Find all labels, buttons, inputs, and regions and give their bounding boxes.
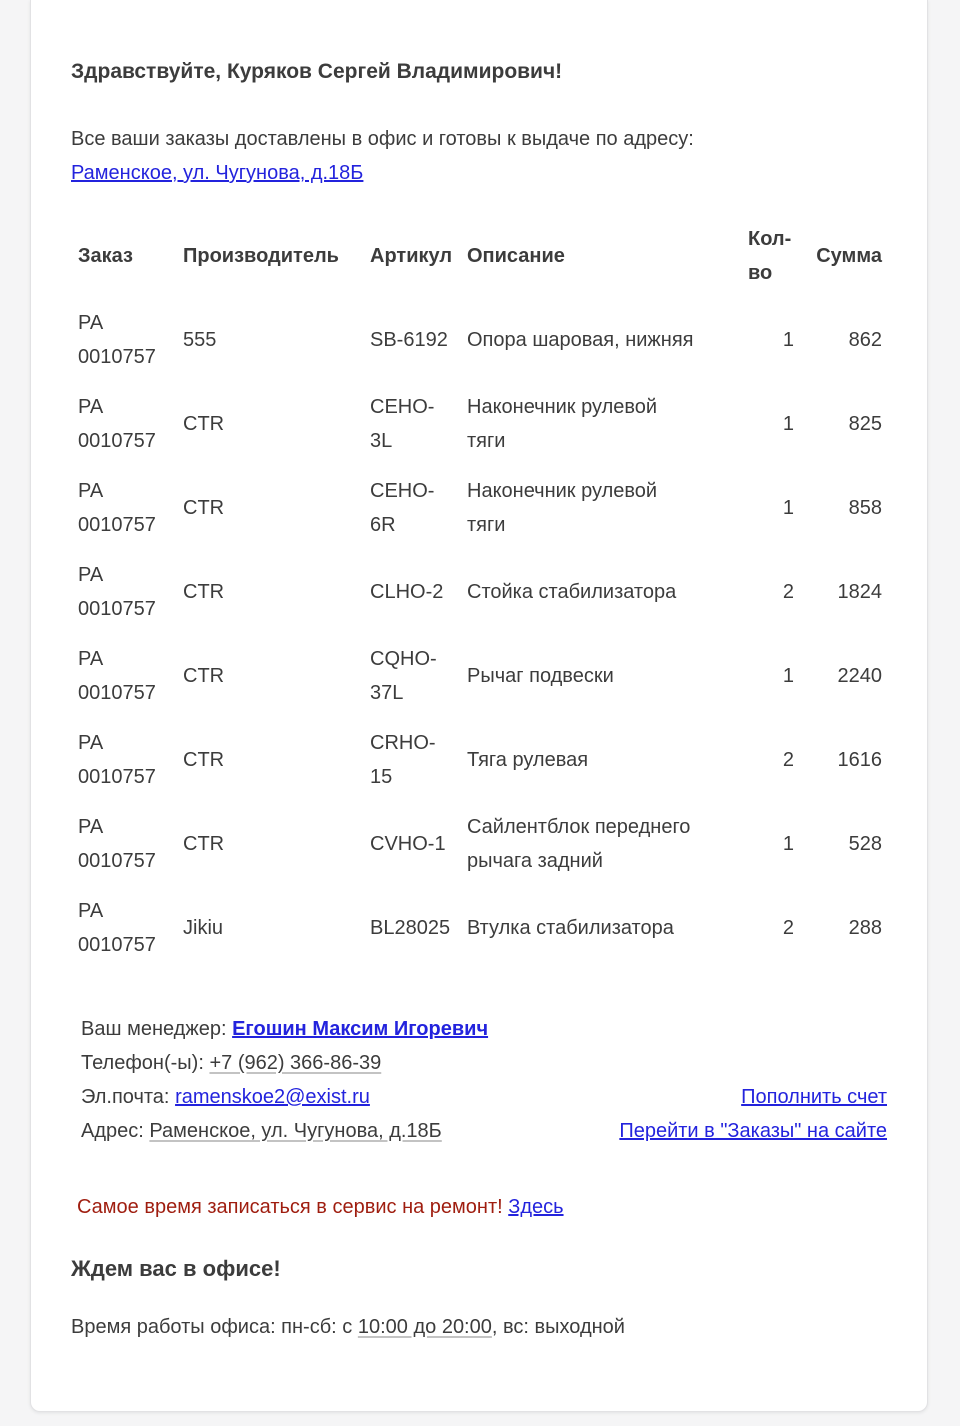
cell-order: PA 0010757 xyxy=(78,900,156,956)
office-hours-time-link[interactable]: 10:00 до 20:00 xyxy=(357,1316,492,1338)
office-hours-prefix: Время работы офиса: пн-сб: с xyxy=(71,1316,358,1338)
manager-info-block xyxy=(81,1012,887,1148)
cell-sum: 288 xyxy=(848,917,882,939)
manager-name-link[interactable]: Егошин Максим Игоревич xyxy=(232,1018,489,1040)
cell-qty: 1 xyxy=(782,329,794,351)
cell-description: Втулка стабилизатора xyxy=(467,917,674,939)
cell-sum: 2240 xyxy=(837,665,882,687)
topup-balance-link[interactable]: Пополнить счет xyxy=(741,1086,887,1108)
manager-email-link[interactable]: ramenskoe2@exist.ru xyxy=(175,1086,370,1108)
cell-manufacturer: Jikiu xyxy=(183,917,224,939)
cell-qty: 1 xyxy=(782,833,794,855)
table-row xyxy=(78,718,882,802)
table-row xyxy=(78,298,882,382)
cell-sum: 825 xyxy=(848,413,882,435)
cell-manufacturer: CTR xyxy=(183,749,225,771)
cell-description: Сайлентблок переднего рычага задний xyxy=(467,816,691,872)
office-address-link[interactable]: Раменское, ул. Чугунова, д.18Б xyxy=(149,1120,442,1142)
cell-description: Тяга рулевая xyxy=(467,749,589,771)
table-row xyxy=(78,886,882,970)
cell-manufacturer: 555 xyxy=(183,329,217,351)
column-header-description: Описание xyxy=(467,245,565,267)
table-row xyxy=(78,550,882,634)
cell-article: CEHO-3L xyxy=(370,396,435,452)
cell-manufacturer: CTR xyxy=(183,665,225,687)
office-hours-line xyxy=(71,1310,887,1344)
greeting-text: Здравствуйте, Куряков Сергей Владимирович! xyxy=(71,60,563,83)
column-header-qty: Кол-во xyxy=(748,228,792,284)
cell-manufacturer: CTR xyxy=(183,413,225,435)
cell-article: BL28025 xyxy=(370,917,451,939)
office-hours-suffix: , вс: выходной xyxy=(491,1316,625,1338)
cell-sum: 1616 xyxy=(837,749,882,771)
cell-sum: 1824 xyxy=(837,581,882,603)
go-to-orders-link[interactable]: Перейти в "Заказы" на сайте xyxy=(619,1120,887,1142)
phone-label: Телефон(-ы): xyxy=(81,1052,204,1074)
cell-article: CVHO-1 xyxy=(370,833,446,855)
closing-text: Ждем вас в офисе! xyxy=(71,1256,281,1281)
cell-order: PA 0010757 xyxy=(78,732,156,788)
table-row xyxy=(78,634,882,718)
cell-article: CLHO-2 xyxy=(370,581,444,603)
cell-manufacturer: CTR xyxy=(183,581,225,603)
service-signup-link[interactable]: Здесь xyxy=(508,1196,564,1218)
column-header-sum: Сумма xyxy=(816,245,882,267)
cell-description: Наконечник рулевой тяги xyxy=(467,480,658,536)
email-line xyxy=(81,1080,887,1114)
manager-line xyxy=(81,1012,887,1046)
cell-description: Стойка стабилизатора xyxy=(467,581,677,603)
address-line xyxy=(81,1114,887,1148)
cell-order: PA 0010757 xyxy=(78,312,156,368)
cell-article: CQHO-37L xyxy=(370,648,437,704)
intro-text: Все ваши заказы доставлены в офис и готовы к выдаче по адресу: xyxy=(71,128,694,150)
cell-order: PA 0010757 xyxy=(78,816,156,872)
service-promo-line xyxy=(77,1190,887,1224)
service-promo-text: Самое время записаться в сервис на ремонт! xyxy=(77,1196,503,1218)
cell-description: Наконечник рулевой тяги xyxy=(467,396,658,452)
phone-number-link[interactable]: +7 (962) 366-86-39 xyxy=(209,1052,382,1074)
phone-line xyxy=(81,1046,887,1080)
cell-sum: 528 xyxy=(848,833,882,855)
cell-article: CEHO-6R xyxy=(370,480,435,536)
cell-order: PA 0010757 xyxy=(78,648,156,704)
table-header-row xyxy=(78,222,882,298)
cell-qty: 2 xyxy=(782,749,794,771)
cell-manufacturer: CTR xyxy=(183,497,225,519)
cell-manufacturer: CTR xyxy=(183,833,225,855)
cell-qty: 1 xyxy=(782,413,794,435)
cell-qty: 1 xyxy=(782,665,794,687)
cell-order: PA 0010757 xyxy=(78,396,156,452)
cell-sum: 858 xyxy=(848,497,882,519)
column-header-order: Заказ xyxy=(78,245,133,267)
cell-description: Рычаг подвески xyxy=(467,665,614,687)
address-label: Адрес: xyxy=(81,1120,144,1142)
cell-order: PA 0010757 xyxy=(78,480,156,536)
cell-qty: 2 xyxy=(782,581,794,603)
cell-article: SB-6192 xyxy=(370,329,448,351)
cell-qty: 2 xyxy=(782,917,794,939)
cell-order: PA 0010757 xyxy=(78,564,156,620)
manager-label: Ваш менеджер: xyxy=(81,1018,227,1040)
orders-table xyxy=(78,222,882,970)
cell-description: Опора шаровая, нижняя xyxy=(467,329,694,351)
table-row xyxy=(78,382,882,466)
cell-article: CRHO-15 xyxy=(370,732,436,788)
email-body-card xyxy=(30,0,928,1412)
email-label: Эл.почта: xyxy=(81,1086,170,1108)
cell-sum: 862 xyxy=(848,329,882,351)
table-row xyxy=(78,802,882,886)
pickup-address-link[interactable]: Раменское, ул. Чугунова, д.18Б xyxy=(71,162,364,184)
table-row xyxy=(78,466,882,550)
column-header-manufacturer: Производитель xyxy=(183,245,339,267)
cell-qty: 1 xyxy=(782,497,794,519)
column-header-article: Артикул xyxy=(370,245,453,267)
intro-paragraph xyxy=(71,122,887,190)
